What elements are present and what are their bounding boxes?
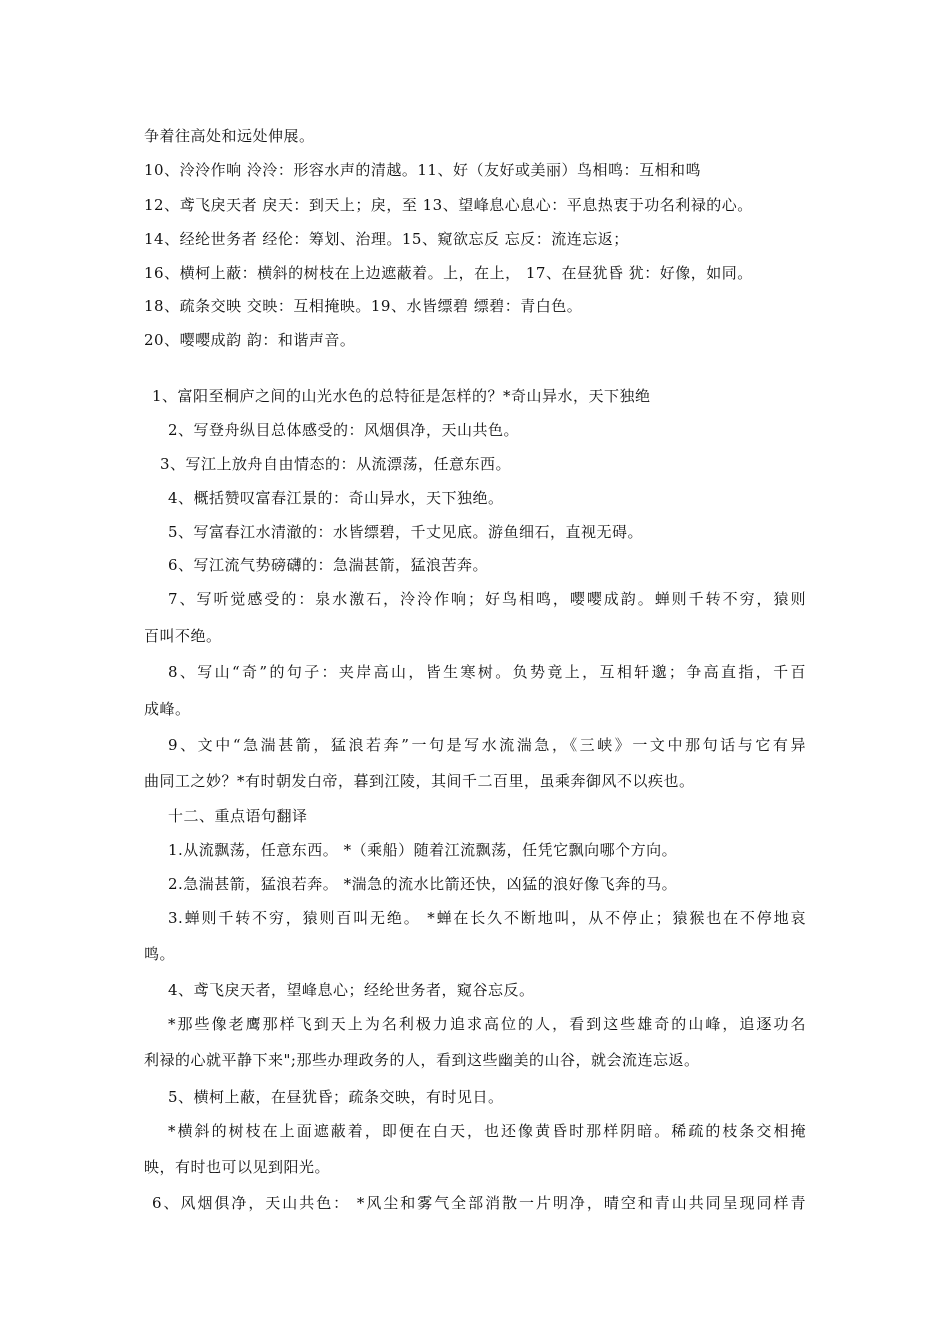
question-item: 2、写登舟纵目总体感受的：风烟俱净，天山共色。 bbox=[168, 421, 520, 439]
translation-item: *那些像老鹰那样飞到天上为名利极力追求高位的人，看到这些雄奇的山峰，追逐功名 bbox=[168, 1015, 806, 1033]
section-heading: 十二、重点语句翻译 bbox=[168, 807, 308, 825]
question-item: 4、概括赞叹富春江景的：奇山异水，天下独绝。 bbox=[168, 489, 504, 507]
translation-item: 5、横柯上蔽，在昼犹昏；疏条交映，有时见日。 bbox=[168, 1088, 504, 1106]
text-line: 成峰。 bbox=[144, 700, 191, 718]
question-item: 3、写江上放舟自由情态的：从流漂荡，任意东西。 bbox=[160, 455, 512, 473]
translation-item: 1.从流飘荡，任意东西。 *（乘船）随着江流飘荡，任凭它飘向哪个方向。 bbox=[168, 841, 678, 859]
question-item: 8、写山“奇”的句子：夹岸高山，皆生寒树。负势竟上，互相轩邈；争高直指，千百 bbox=[168, 663, 806, 681]
question-item: 6、写江流气势磅礴的：急湍甚箭，猛浪苦奔。 bbox=[168, 556, 489, 574]
translation-item: 2.急湍甚箭，猛浪若奔。 *湍急的流水比箭还快，凶猛的浪好像飞奔的马。 bbox=[168, 875, 678, 893]
question-item: 5、写富春江水清澈的：水皆缥碧，千丈见底。游鱼细石，直视无碍。 bbox=[168, 523, 644, 541]
text-line: 鸣。 bbox=[144, 945, 176, 963]
question-item: 1、富阳至桐庐之间的山光水色的总特征是怎样的？*奇山异水，天下独绝 bbox=[152, 387, 651, 405]
text-line: 曲同工之妙？*有时朝发白帝，暮到江陵，其间千二百里，虽乘奔御风不以疾也。 bbox=[144, 772, 695, 790]
text-line: 百叫不绝。 bbox=[144, 627, 222, 645]
translation-item: 3.蝉则千转不穷，猿则百叫无绝。 *蝉在长久不断地叫，从不停止；猿猴也在不停地哀 bbox=[168, 909, 806, 927]
text-line: 20、嘤嘤成韵 韵：和谐声音。 bbox=[144, 331, 356, 349]
translation-item: 4、鸢飞戾天者，望峰息心；经纶世务者，窥谷忘反。 bbox=[168, 981, 535, 999]
text-line: 12、鸢飞戾天者 戾天：到天上；戾，至 13、望峰息心息心：平息热衷于功名利禄的心。 bbox=[144, 196, 753, 214]
text-line: 18、疏条交映 交映：互相掩映。19、水皆缥碧 缥碧：青白色。 bbox=[144, 297, 583, 315]
text-line: 利禄的心就平静下来";那些办理政务的人，看到这些幽美的山谷，就会流连忘返。 bbox=[144, 1051, 700, 1069]
text-line: 10、泠泠作响 泠泠：形容水声的清越。11、好（友好或美丽）鸟相鸣：互相和鸣 bbox=[144, 161, 701, 179]
text-line: 争着往高处和远处伸展。 bbox=[144, 127, 315, 145]
text-line: 映，有时也可以见到阳光。 bbox=[144, 1158, 331, 1176]
question-item: 7、写听觉感受的：泉水激石，泠泠作响；好鸟相鸣，嘤嘤成韵。蝉则千转不穷，猿则 bbox=[168, 590, 806, 608]
text-line: 16、横柯上蔽：横斜的树枝在上边遮蔽着。上，在上， 17、在昼犹昏 犹：好像，如同。 bbox=[144, 264, 753, 282]
translation-item: 6、风烟俱净，天山共色： *风尘和雾气全部消散一片明净，晴空和青山共同呈现同样青 bbox=[152, 1194, 806, 1212]
translation-item: *横斜的树枝在上面遮蔽着，即便在白天，也还像黄昏时那样阴暗。稀疏的枝条交相掩 bbox=[168, 1122, 806, 1140]
question-item: 9、文中“急湍甚箭，猛浪若奔”一句是写水流湍急，《三峡》一文中那句话与它有异 bbox=[168, 736, 806, 754]
text-line: 14、经纶世务者 经伦：筹划、治理。15、窥欲忘反 忘反：流连忘返； bbox=[144, 230, 629, 248]
